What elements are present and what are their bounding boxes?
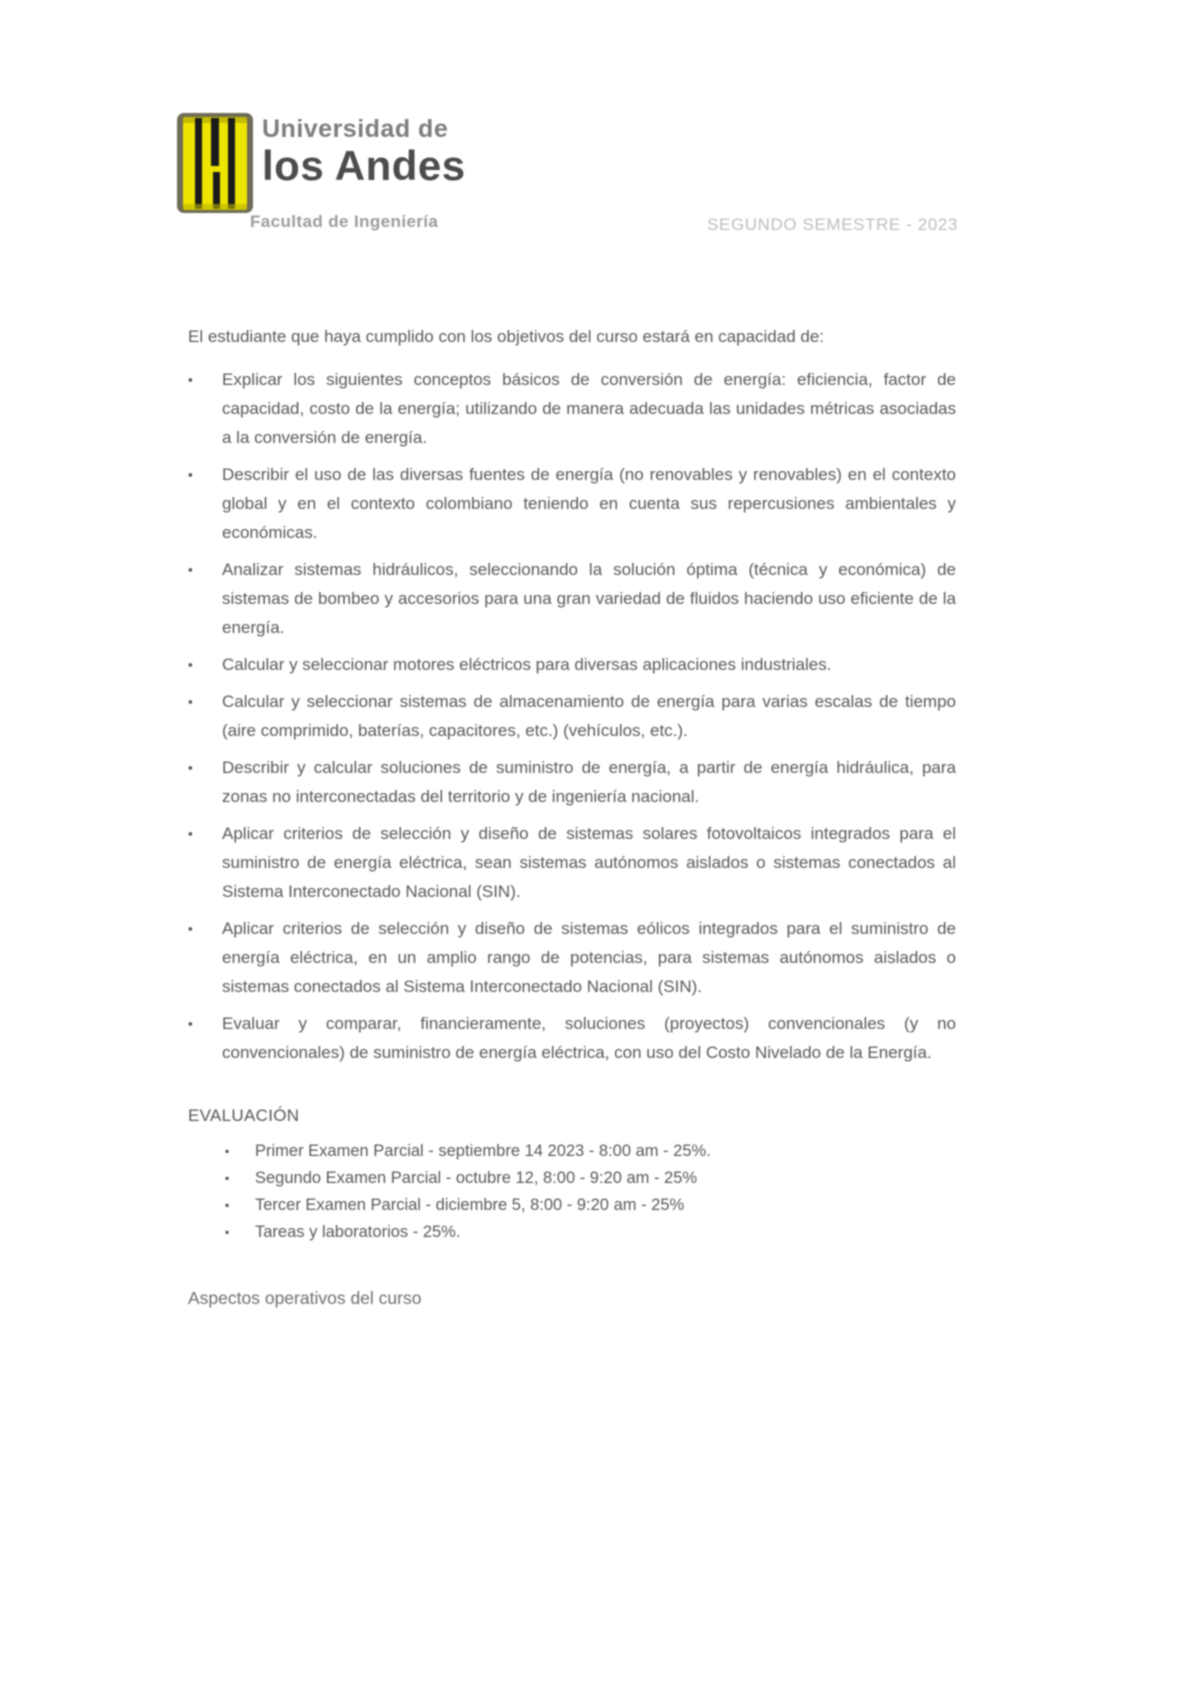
bullet-icon: ▪ (225, 1144, 230, 1158)
evaluation-text: Primer Examen Parcial - septiembre 14 2023 - 8:00 am - 25%. (255, 1142, 711, 1160)
objective-item (188, 365, 956, 452)
objective-text: Calcular y seleccionar motores eléctricos para diversas aplicaciones industriales. (222, 655, 832, 674)
faculty-name: Facultad de Ingeniería (250, 212, 439, 231)
university-logo (176, 110, 466, 216)
objective-text: Aplicar criterios de selección y diseño de sistemas solares fotovoltaicos integrados para el suministro de energía eléctrica, sean sistemas autónomos aislados o sistemas conectados al Sistema Interconectado Nacional (SIN). (222, 824, 956, 901)
bullet-icon: ▪ (225, 1225, 230, 1239)
evaluation-text: Tareas y laboratorios - 25%. (255, 1223, 461, 1241)
objective-text: Describir el uso de las diversas fuentes de energía (no renovables y renovables) en el contexto global y en el contexto colombiano teniendo en cuenta sus repercusiones ambientales y económicas. (222, 465, 956, 542)
evaluation-item (225, 1219, 956, 1246)
objective-text: Aplicar criterios de selección y diseño de sistemas eólicos integrados para el suministro de energía eléctrica, en un amplio rango de potencias, para sistemas autónomos aislados o sistemas conectados al Sistema Interconectado Nacional (SIN). (222, 919, 956, 996)
objectives-list (188, 365, 956, 1067)
bullet-icon: ▪ (188, 760, 193, 775)
objective-item (188, 460, 956, 547)
uniandes-shield-icon (176, 110, 254, 216)
university-wordmark (262, 110, 466, 216)
objective-item (188, 1009, 956, 1067)
objective-text: Calcular y seleccionar sistemas de almacenamiento de energía para varias escalas de tiempo (aire comprimido, baterías, capacitores, etc.) (vehículos, etc.). (222, 692, 956, 740)
objective-text: Describir y calcular soluciones de suministro de energía, a partir de energía hidráulica, para zonas no interconectadas del territorio y de ingeniería nacional. (222, 758, 956, 806)
objective-item (188, 650, 956, 679)
university-name-line2: los Andes (262, 142, 466, 189)
bullet-icon: ▪ (188, 921, 193, 936)
document-body (188, 322, 956, 1313)
bullet-icon: ▪ (188, 372, 193, 387)
bullet-icon: ▪ (188, 467, 193, 482)
closing-heading: Aspectos operativos del curso (188, 1288, 422, 1308)
bullet-icon: ▪ (188, 657, 193, 672)
objective-item (188, 819, 956, 906)
evaluation-text: Segundo Examen Parcial - octubre 12, 8:00 - 9:20 am - 25% (255, 1169, 698, 1187)
semester-label: SEGUNDO SEMESTRE - 2023 (707, 215, 958, 234)
evaluation-item (225, 1138, 956, 1165)
bullet-icon: ▪ (225, 1171, 230, 1185)
bullet-icon: ▪ (188, 826, 193, 841)
intro-paragraph: El estudiante que haya cumplido con los objetivos del curso estará en capacidad de: (188, 327, 825, 346)
objective-text: Explicar los siguientes conceptos básicos de conversión de energía: eficiencia, factor de capacidad, costo de la energía; utilizando de manera adecuada las unidades métricas asociadas a la conversión de energía. (222, 370, 956, 447)
evaluation-list (188, 1138, 956, 1246)
objective-item (188, 687, 956, 745)
bullet-icon: ▪ (188, 1016, 193, 1031)
bullet-icon: ▪ (188, 694, 193, 709)
objective-text: Evaluar y comparar, financieramente, soluciones (proyectos) convencionales (y no convencionales) de suministro de energía eléctrica, con uso del Costo Nivelado de la Energía. (222, 1014, 956, 1062)
objective-item (188, 914, 956, 1001)
bullet-icon: ▪ (188, 562, 193, 577)
objective-item (188, 753, 956, 811)
university-name-line1: Universidad de (262, 115, 449, 143)
objective-text: Analizar sistemas hidráulicos, seleccionando la solución óptima (técnica y económica) de sistemas de bombeo y accesorios para una gran variedad de fluidos haciendo uso eficiente de la energía. (222, 560, 956, 637)
evaluation-text: Tercer Examen Parcial - diciembre 5, 8:00 - 9:20 am - 25% (255, 1196, 685, 1214)
objective-item (188, 555, 956, 642)
evaluation-item (225, 1192, 956, 1219)
evaluation-heading: EVALUACIÓN (188, 1106, 300, 1125)
bullet-icon: ▪ (225, 1198, 230, 1212)
evaluation-item (225, 1165, 956, 1192)
